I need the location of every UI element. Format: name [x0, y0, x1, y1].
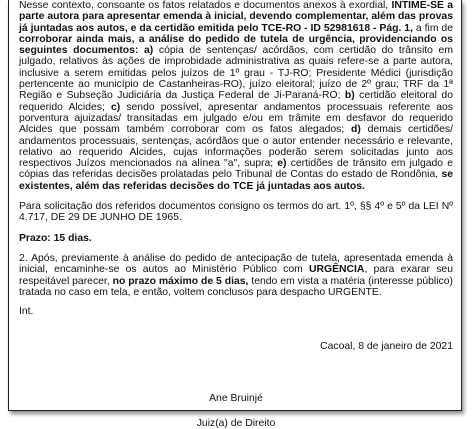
signer-role: Juiz(a) de Direito: [196, 418, 276, 429]
deadline-text: Prazo: 15 dias.: [19, 232, 92, 244]
date-line: Cacoal, 8 de janeiro de 2021: [320, 341, 453, 353]
text-segment: certidão eleitoral do requerido Alcides;: [19, 90, 453, 113]
text-segment: 2. Após, previamente à análise do pedido de antecipação de tutela, apresentada emenda à inicial, encaminhe-se os autos ao Ministério Público com: [19, 252, 453, 276]
text-segment: , para exarar seu respeitável parecer,: [19, 264, 453, 287]
bold-segment: c): [110, 101, 121, 113]
text-segment: a fim de: [412, 22, 453, 34]
text-segment: Nesse contexto, consoante os fatos relatados e documentos anexos à exordial,: [19, 0, 392, 11]
text-segment: certidões de trânsito em julgado e cópias das referidas decisões prolatadas pelo Tribunal de Contas do estado de Rondônia,: [19, 158, 453, 181]
text-segment: demais certidões/ andamentos processuais, sentenças, acórdãos que o autor entender necessário e relevante, relativo ao requerido Alcides, cujas informações poderão serem solicitadas junto aos respectivos Juízos mencionados na alínea "a", supra;: [19, 124, 453, 170]
bold-segment: corroborar ainda mais, a análise do pedido de tutela de urgência, providenciando os seguintes documentos: a): [19, 33, 453, 57]
signer-name: Ane Bruinjé: [209, 392, 263, 404]
paragraph-legal-basis: Para solicitação dos referidos documentos consigno os termos do art. 1º, §§ 4º e 5º da LEI Nº 4.717, DE 29 DE JUNHO DE 1965.: [19, 201, 453, 224]
document-body: [19, 0, 453, 429]
bold-segment: b): [344, 90, 355, 102]
bold-segment: d): [351, 124, 361, 136]
bold-segment: no prazo máximo de 5 dias,: [112, 275, 249, 287]
text-segment: tendo em vista a matéria (interesse público) tratada no caso em tela, e então, voltem conclusos para despacho URGENTE.: [19, 275, 453, 298]
document-frame: [8, 0, 462, 429]
bold-segment: se existentes, além das referidas decisões do TCE já juntadas aos autos.: [19, 169, 453, 192]
text-segment: sendo possível, apresentar andamentos processuais referente aos porventura ajuizadas/ transitadas em julgado e/ou em trâmite em desfavor do requerido Alcides que possam também corroborar com os fatos alegados;: [19, 101, 454, 136]
bold-segment: URGÊNCIA: [309, 264, 365, 276]
paragraph-ministerio-publico: [19, 253, 453, 298]
paragraph-intimation: [19, 0, 453, 192]
bold-segment: INTIME-SE a parte autora para apresentar emenda à inicial, devendo complementar, além das provas já juntadas aos autos, e da certidão emitida pelo TCE-RO - ID 52981618 - Pág. 1,: [19, 0, 453, 34]
bold-segment: e): [277, 158, 287, 170]
text-segment: cópia de sentenças/ acórdãos, com certidão do trânsito em julgado, relativos às ações de improbidade administrativa as quais refere-se a parte autora, inclusive a serem emitidas pelos juízos de 1º grau - TJ-RO; Presidente Médici (jurisdição pertencente ao município de Castanheiras-RO), juízo eleitoral; juízo de 2º grau; TRF da 1ª Região e Subseção Judiciária da Justiça Federal de Ji-Paraná-RO;: [19, 45, 453, 102]
closing-int: Int.: [19, 306, 34, 318]
